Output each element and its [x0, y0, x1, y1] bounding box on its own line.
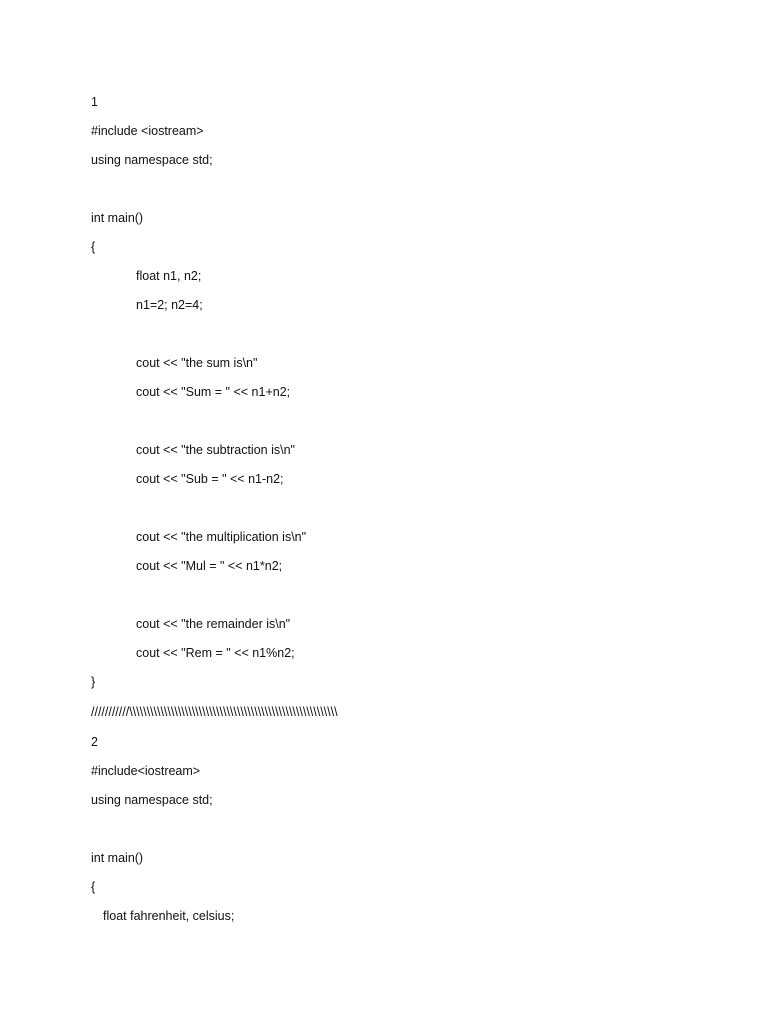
- rem-output-line: cout << "Rem = " << n1%n2;: [136, 646, 295, 660]
- sub-output-line: cout << "Sub = " << n1-n2;: [136, 472, 284, 486]
- assignment-line: n1=2; n2=4;: [136, 298, 203, 312]
- open-brace: {: [91, 880, 96, 894]
- rem-message-line: cout << "the remainder is\n": [136, 617, 291, 631]
- open-brace: {: [91, 240, 96, 254]
- namespace-line: using namespace std;: [91, 793, 213, 807]
- mul-output-line: cout << "Mul = " << n1*n2;: [136, 559, 283, 573]
- sum-output-line: cout << "Sum = " << n1+n2;: [136, 385, 291, 399]
- include-line: #include <iostream>: [91, 124, 204, 138]
- program-number: 2: [91, 735, 98, 749]
- sub-message-line: cout << "the subtraction is\n": [136, 443, 295, 457]
- program-number: 1: [91, 95, 98, 109]
- separator-line: ///////////\\\\\\\\\\\\\\\\\\\\\\\\\\\\\\\\\\\\\\\\\\\\\\\\\\\\\\\\\\\\: [91, 705, 338, 719]
- declaration-line: float n1, n2;: [136, 269, 202, 283]
- sum-message-line: cout << "the sum is\n": [136, 356, 258, 370]
- close-brace: }: [91, 675, 96, 689]
- mul-message-line: cout << "the multiplication is\n": [136, 530, 307, 544]
- namespace-line: using namespace std;: [91, 153, 213, 167]
- declaration-line: float fahrenheit, celsius;: [103, 909, 235, 923]
- main-signature: int main(): [91, 211, 144, 225]
- include-line: #include<iostream>: [91, 764, 201, 778]
- main-signature: int main(): [91, 851, 144, 865]
